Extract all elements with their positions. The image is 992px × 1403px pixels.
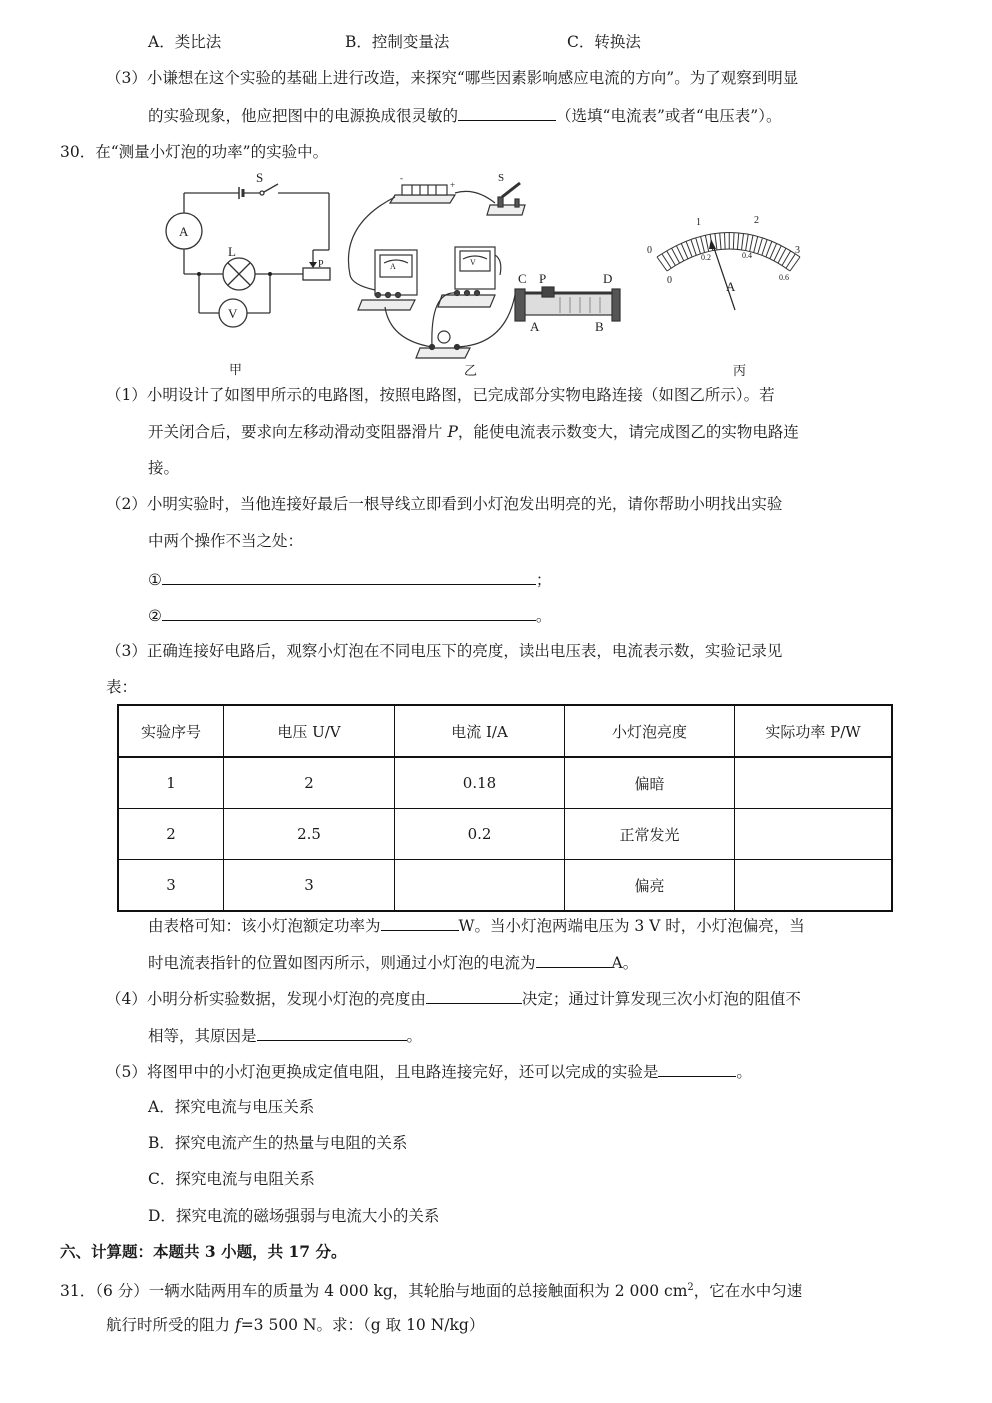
section-title: 六、计算题：本题共 3 小题，共 17 分。 <box>60 1242 347 1261</box>
scale-tick <box>724 233 725 249</box>
ammeter-label: A <box>179 224 189 239</box>
q31-line1 <box>60 1277 802 1302</box>
terminal-a-label: A <box>530 319 540 334</box>
physical-circuit-yi <box>340 165 640 365</box>
scale-tick <box>705 235 708 251</box>
voltmeter-label-yi: V <box>470 258 476 267</box>
battery-pos-label: + <box>450 180 456 190</box>
cell: 3 <box>224 860 395 912</box>
scale-tick <box>733 233 734 249</box>
option-b: B．控制变量法 <box>345 33 450 51</box>
top-scale-2: 2 <box>754 215 759 226</box>
prev-part3-line1: （3）小谦想在这个实验的基础上进行改造，来探究“哪些因素影响感应电流的方向”。为了观察到明显 <box>106 69 799 87</box>
rheostat-slider <box>542 287 554 297</box>
table-row <box>118 809 892 860</box>
text: （5）将图甲中的小灯泡更换成定值电阻，且电路连接完好，还可以完成的实验是 <box>106 1063 659 1081</box>
figure-label-bing: 丙 <box>733 364 747 379</box>
header-brightness: 小灯泡亮度 <box>565 705 735 757</box>
answer-blank-rated-power[interactable] <box>381 914 459 931</box>
lamp-label: L <box>228 244 236 259</box>
text: 相等，其原因是 <box>148 1027 257 1045</box>
battery-neg-label: - <box>400 173 403 183</box>
prev-part3-text: 的实验现象，他应把图中的电源换成很灵敏的 <box>148 107 459 125</box>
ammeter-label-yi: A <box>390 262 396 271</box>
scale-tick <box>715 233 717 249</box>
table-header-row <box>118 705 892 757</box>
unit-label: A <box>726 279 736 294</box>
cell: 0.2 <box>395 809 565 860</box>
text: 时电流表指针的位置如图丙所示，则通过小灯泡的电流为 <box>148 954 536 972</box>
scale-tick <box>701 236 705 252</box>
superscript: 2 <box>687 1282 694 1293</box>
q30-p5 <box>106 1060 752 1083</box>
text: 31．（6 分）一辆水陆两用车的质量为 4 000 kg，其轮胎与地面的总接触面积为 2 000 cm <box>60 1282 688 1301</box>
bulb <box>438 331 450 343</box>
blank-line-2 <box>148 604 551 627</box>
rheostat-symbol <box>303 268 330 280</box>
semicolon: ； <box>535 571 552 589</box>
battery-box <box>390 195 455 203</box>
cell[interactable] <box>735 757 893 809</box>
text: 航行时所受的阻力 <box>106 1316 235 1334</box>
scale-arc-outer <box>657 233 800 258</box>
text: 决定；通过计算发现三次小灯泡的阻值不 <box>521 990 801 1008</box>
switch-label: S <box>256 170 264 185</box>
cell[interactable] <box>395 860 565 912</box>
voltmeter-label: V <box>228 306 238 321</box>
terminal-p-label: P <box>539 271 547 286</box>
figure-label-yi: 乙 <box>464 364 478 379</box>
cell: 0.18 <box>395 757 565 809</box>
header-voltage: 电压 U/V <box>224 705 395 757</box>
scale-tick <box>754 236 758 252</box>
period: 。 <box>535 607 552 625</box>
cell: 偏暗 <box>565 757 735 809</box>
after-table-line2 <box>148 951 638 974</box>
circled-1: ① <box>148 571 162 589</box>
q30-stem <box>60 141 328 163</box>
cell[interactable] <box>735 809 893 860</box>
q30-p1-text: 开关闭合后，要求向左移动滑动变阻器滑片 <box>148 423 448 441</box>
slider-label: P <box>318 259 324 270</box>
circled-2: ② <box>148 607 162 625</box>
answer-blank-experiment[interactable] <box>658 1060 736 1077</box>
text: W。当小灯泡两端电压为 3 V 时，小灯泡偏亮，当 <box>458 917 805 935</box>
text: 。 <box>736 1063 752 1081</box>
text: 。 <box>406 1027 423 1045</box>
figure-label-jia: 甲 <box>229 363 243 378</box>
p5-option-a: A．探究电流与电压关系 <box>148 1098 315 1116</box>
bottom-scale-3: 0.6 <box>779 273 789 282</box>
answer-blank-brightness[interactable] <box>426 987 522 1004</box>
scale-tick <box>720 233 721 249</box>
scale-tick <box>762 239 767 255</box>
terminal-c-label: C <box>518 271 527 286</box>
table-row <box>118 860 892 912</box>
scale-tick <box>686 241 692 257</box>
q30-p3-line2: 表： <box>106 678 138 696</box>
cell: 3 <box>118 860 224 912</box>
q30-p1-line3: 接。 <box>148 459 180 477</box>
switch-knife <box>502 183 520 197</box>
answer-blank-1[interactable] <box>162 568 536 585</box>
q30-p2-line2: 中两个操作不当之处： <box>148 532 304 550</box>
p5-option-c: C．探究电流与电阻关系 <box>148 1170 315 1188</box>
q31-line2 <box>106 1314 484 1336</box>
rheostat-device <box>518 293 618 315</box>
p5-option-d: D．探究电流的磁场强弱与电流大小的关系 <box>148 1207 440 1225</box>
switch-label-yi: S <box>498 172 505 184</box>
q30-p2-line1: （2）小明实验时，当他连接好最后一根导线立即看到小灯泡发出明亮的光，请你帮助小明找出实验 <box>106 495 783 513</box>
scale-tick <box>691 239 696 255</box>
top-scale-0: 0 <box>647 245 652 256</box>
bottom-scale-1: 0.2 <box>701 253 711 262</box>
cell: 1 <box>118 757 224 809</box>
header-trial: 实验序号 <box>118 705 224 757</box>
ammeter-scale-bing <box>645 205 805 320</box>
text: A。 <box>611 954 639 972</box>
after-table-line1 <box>148 914 805 937</box>
q30-stem-text: 在“测量小灯泡的功率”的实验中。 <box>95 143 329 161</box>
bottom-scale-0: 0 <box>667 275 672 286</box>
header-power: 实际功率 P/W <box>735 705 893 757</box>
scale-tick <box>750 235 753 251</box>
cell: 2.5 <box>224 809 395 860</box>
answer-blank-reason[interactable] <box>257 1024 407 1041</box>
text: 由表格可知：该小灯泡额定功率为 <box>148 917 381 935</box>
var-p: P <box>447 423 458 441</box>
q30-p1-line2 <box>148 421 799 443</box>
answer-blank-2[interactable] <box>162 604 536 621</box>
lamp-holder <box>416 348 470 358</box>
prev-part3-line2 <box>148 104 781 127</box>
text: （4）小明分析实验数据，发现小灯泡的亮度由 <box>106 990 426 1008</box>
cell: 正常发光 <box>565 809 735 860</box>
q30-p1-text2: ，能使电流表示数变大，请完成图乙的实物电路连 <box>457 423 799 441</box>
switch-lever <box>264 184 278 192</box>
table-row <box>118 757 892 809</box>
top-scale-3: 3 <box>795 245 800 256</box>
cell[interactable] <box>735 860 893 912</box>
scale-tick <box>681 243 688 258</box>
battery <box>402 185 447 195</box>
needle <box>713 245 735 310</box>
slider-arrow <box>309 262 317 268</box>
var-f: f <box>234 1316 241 1334</box>
needle-tip <box>709 239 716 249</box>
q30-p1-line1: （1）小明设计了如图甲所示的电路图，按照电路图，已完成部分实物电路连接（如图乙所示）。若 <box>106 386 775 404</box>
text: =3 500 N。求：（g 取 10 N/kg） <box>240 1316 485 1334</box>
circuit-diagram-jia <box>160 170 360 380</box>
q30-p3-line1: （3）正确连接好电路后，观察小灯泡在不同电压下的亮度，读出电压表，电流表示数，实验记录见 <box>106 642 783 660</box>
bottom-scale-2: 0.4 <box>742 251 752 260</box>
scale-tick <box>746 234 749 250</box>
cell: 2 <box>118 809 224 860</box>
experiment-table <box>117 704 893 912</box>
scale-tick <box>758 238 763 254</box>
top-scale-1: 1 <box>696 217 701 228</box>
option-a: A．类比法 <box>148 33 222 51</box>
cell: 2 <box>224 757 395 809</box>
answer-blank-current[interactable] <box>536 951 612 968</box>
prev-part3-hint: （选填“电流表”或者“电压表”）。 <box>556 107 782 125</box>
terminal-b-label: B <box>595 319 604 334</box>
cell: 偏亮 <box>565 860 735 912</box>
option-c: C．转换法 <box>567 33 641 51</box>
scale-tick <box>696 238 701 254</box>
q30-number: 30． <box>60 143 96 161</box>
p5-option-b: B．探究电流产生的热量与电阻的关系 <box>148 1134 408 1152</box>
q30-p4-line2 <box>148 1024 422 1047</box>
terminal-d-label: D <box>603 271 613 286</box>
scale-tick <box>766 241 772 257</box>
scale-tick <box>737 233 738 249</box>
q30-p4-line1 <box>106 987 801 1010</box>
scale-tick <box>742 233 744 249</box>
answer-blank[interactable] <box>458 104 556 121</box>
text: ，它在水中匀速 <box>693 1282 803 1301</box>
header-current: 电流 I/A <box>395 705 565 757</box>
blank-line-1 <box>148 568 551 591</box>
